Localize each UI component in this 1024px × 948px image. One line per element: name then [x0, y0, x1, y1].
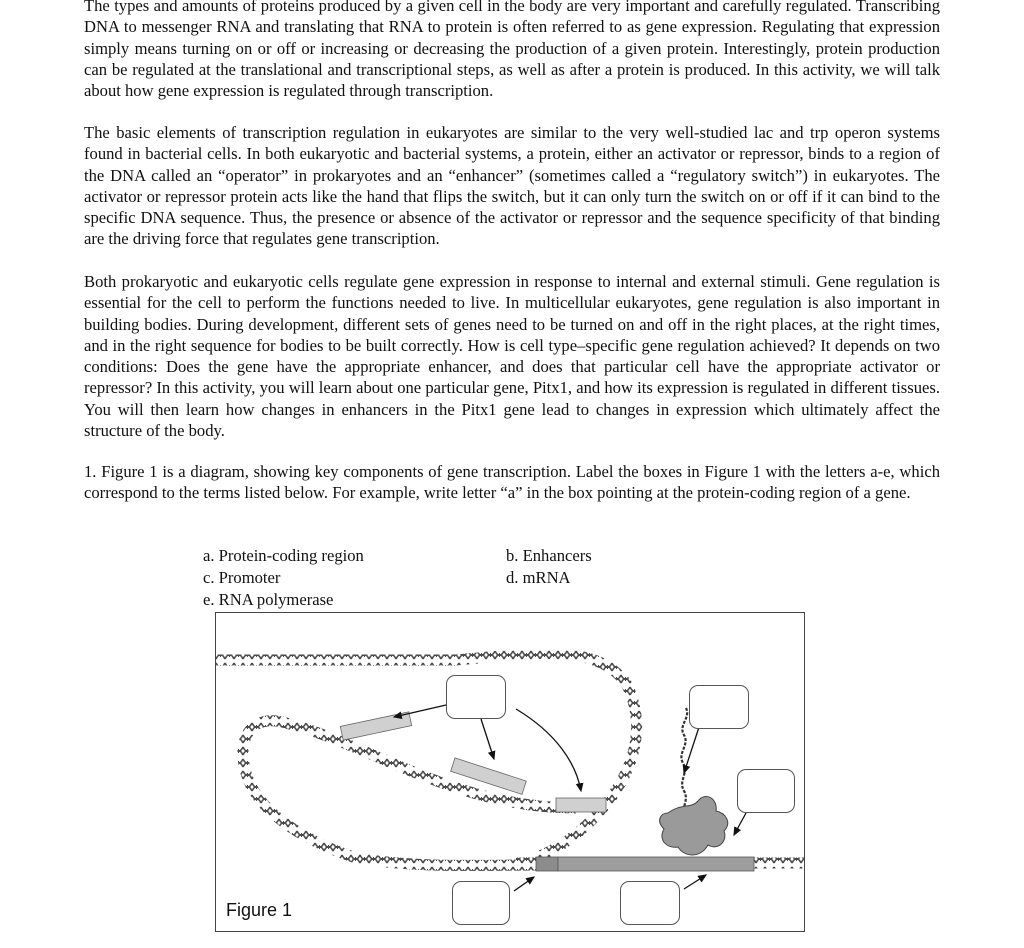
coding-region-band: [558, 857, 754, 871]
figure-caption: Figure 1: [226, 900, 293, 920]
figure-1-diagram: [215, 612, 805, 932]
rna-polymerase-shape: [660, 796, 728, 855]
answer-box-bottom-right-coding[interactable]: [620, 881, 680, 925]
intro-paragraph: The types and amounts of proteins produced by a given cell in the body are very important and carefully regulated. Transcribing DNA to messenger RNA and translating that RNA to protein is often referred to as gene expression. Regulating that expression simply means turning on or off or increasing or decreasing the production of a given protein. Interestingly, protein production can be regulated at the translational and transcriptional steps, as well as after a protein is produced. In this activity, we will talk about how gene expression is regulated through transcription.: [84, 0, 940, 101]
arrow-lower-right-box-to-polymerase: [734, 813, 746, 835]
dna-strand-outer: [216, 654, 637, 858]
term-enhancers: b. Enhancers: [506, 546, 592, 565]
gene-regulation-paragraph: Both prokaryotic and eukaryotic cells regulate gene expression in response to internal and external stimuli. Gene regulation is essential for the cell to perform the functions needed to live. In multicellular eukaryotes, gene regulation is also important in building bodies. During development, different sets of genes need to be turned on and off in the right places, at the right times, and in the right sequence for bodies to be built correctly. How is cell type–specific gene regulation achieved? It depends on two conditions: Does the gene have the appropriate enhancer, and does that particular cell have the appropriate activator or repressor? In this activity, you will learn about one particular gene, Pitx1, and how its expression is regulated in different tissues. You will then learn how changes in enhancers in the Pitx1 gene lead to changes in expression which ultimately affect the structure of the body.: [84, 272, 940, 441]
term-mrna: d. mRNA: [506, 568, 571, 587]
term-protein-coding-region: a. Protein-coding region: [203, 546, 364, 565]
dna-strand-inner: [243, 721, 576, 866]
arrow-bottom-right-box-to-coding: [684, 875, 706, 889]
answer-box-bottom-left-promoter[interactable]: [452, 881, 510, 925]
enhancer-band-3: [556, 798, 606, 812]
answer-box-top-enhancers[interactable]: [446, 675, 506, 719]
arrow-top-box-to-enhancer-3: [516, 709, 581, 791]
term-promoter: c. Promoter: [203, 568, 281, 587]
dna-loop-diagram: [216, 613, 805, 932]
transcription-regulation-paragraph: The basic elements of transcription regulation in eukaryotes are similar to the very well-studied lac and trp operon systems found in bacterial cells. In both eukaryotic and bacterial systems, a protein, either an activator or repressor, binds to a region of the DNA called an “operator” in prokaryotes and an “enhancer” (sometimes called a “regulatory switch”) in eukaryotes. The activator or repressor protein acts like the hand that flips the switch, but it can only turn the switch on or off if it can bind to the specific DNA sequence. Thus, the presence or absence of the activator or repressor and the sequence specificity of that binding are the driving force that regulates gene transcription.: [84, 123, 940, 249]
answer-box-right-mrna[interactable]: [689, 685, 749, 729]
enhancer-band-1: [340, 712, 411, 740]
answer-box-lower-right-polymerase[interactable]: [737, 769, 795, 813]
question-1-prompt: 1. Figure 1 is a diagram, showing key components of gene transcription. Label the boxes in Figure 1 with the letters a-e, which correspond to the terms listed below. For example, write letter “a” in the box pointing at the protein-coding region of a gene.: [84, 462, 940, 503]
term-rna-polymerase: e. RNA polymerase: [203, 590, 334, 609]
arrow-bottom-left-box-to-promoter: [514, 877, 534, 891]
arrow-top-box-to-enhancer-2: [481, 719, 494, 759]
promoter-band: [536, 857, 558, 871]
arrow-top-box-to-enhancer-1: [394, 705, 446, 717]
